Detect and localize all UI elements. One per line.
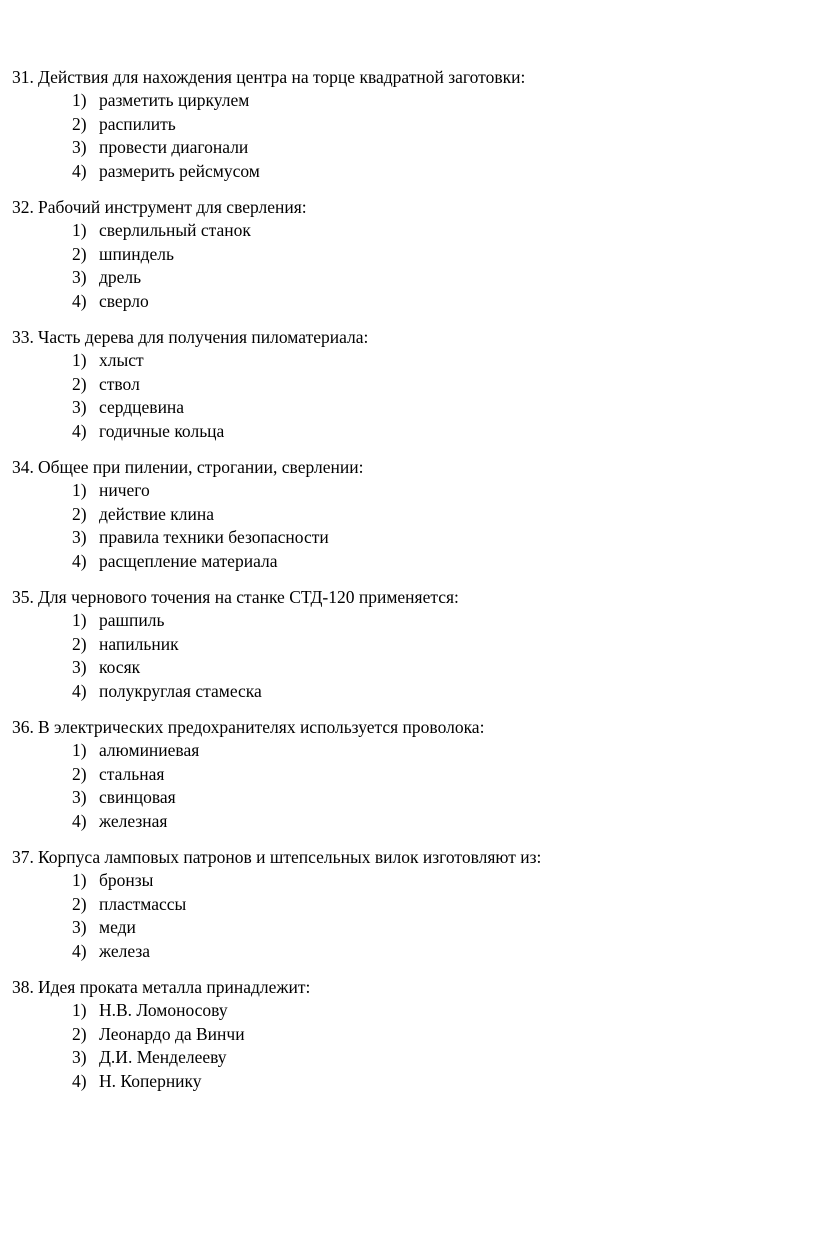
option-marker: 4): [72, 550, 87, 571]
question-text-line: [12, 976, 756, 999]
answer-option[interactable]: [12, 113, 756, 137]
option-marker: 2): [72, 503, 87, 524]
question-text: Идея проката металла принадлежит:: [38, 977, 311, 997]
question-text: В электрических предохранителях используется проволока:: [38, 717, 485, 737]
answer-option[interactable]: [12, 243, 756, 267]
question-text-line: [12, 196, 756, 219]
option-marker: 3): [72, 137, 87, 157]
answer-options: [12, 739, 756, 833]
option-text: меди: [99, 917, 136, 937]
question-text-line: [12, 716, 756, 739]
question-number: 35.: [12, 587, 34, 607]
answer-option[interactable]: [12, 893, 756, 917]
option-text: железа: [99, 940, 151, 961]
option-text: ствол: [99, 373, 140, 394]
answer-option[interactable]: [12, 763, 756, 787]
option-marker: 1): [72, 90, 87, 110]
option-marker: 2): [72, 373, 87, 394]
option-text: бронзы: [99, 870, 154, 890]
option-marker: 2): [72, 763, 87, 784]
option-marker: 4): [72, 1070, 87, 1091]
answer-option[interactable]: [12, 940, 756, 964]
option-marker: 4): [72, 290, 87, 311]
option-marker: 3): [72, 917, 87, 937]
option-marker: 1): [72, 220, 87, 240]
question-text-line: [12, 846, 756, 869]
option-text: Н. Копернику: [99, 1070, 202, 1091]
option-marker: 1): [72, 610, 87, 630]
question-text: Действия для нахождения центра на торце квадратной заготовки:: [38, 67, 526, 87]
answer-option[interactable]: [12, 290, 756, 314]
question-number: 32.: [12, 197, 34, 217]
answer-option[interactable]: [12, 609, 756, 633]
option-text: шпиндель: [99, 243, 174, 264]
answer-option[interactable]: [12, 136, 756, 160]
option-marker: 3): [72, 1047, 87, 1067]
option-text: разметить циркулем: [99, 90, 250, 110]
question-number: 37.: [12, 847, 34, 867]
answer-option[interactable]: [12, 526, 756, 550]
question-block: [12, 326, 756, 443]
question-block: [12, 716, 756, 833]
answer-option[interactable]: [12, 1046, 756, 1070]
option-marker: 1): [72, 480, 87, 500]
question-text-line: [12, 456, 756, 479]
question-text-line: [12, 326, 756, 349]
option-marker: 4): [72, 810, 87, 831]
option-marker: 1): [72, 350, 87, 370]
option-text: сверло: [99, 290, 149, 311]
option-text: действие клина: [99, 503, 214, 524]
answer-option[interactable]: [12, 633, 756, 657]
answer-option[interactable]: [12, 1023, 756, 1047]
answer-option[interactable]: [12, 656, 756, 680]
option-marker: 3): [72, 657, 87, 677]
option-text: пластмассы: [99, 893, 187, 914]
answer-option[interactable]: [12, 916, 756, 940]
answer-option[interactable]: [12, 999, 756, 1023]
question-number: 33.: [12, 327, 34, 347]
option-marker: 1): [72, 740, 87, 760]
answer-option[interactable]: [12, 89, 756, 113]
option-text: правила техники безопасности: [99, 527, 329, 547]
option-text: годичные кольца: [99, 420, 225, 441]
answer-options: [12, 869, 756, 963]
answer-option[interactable]: [12, 160, 756, 184]
option-text: Д.И. Менделееву: [99, 1047, 227, 1067]
answer-option[interactable]: [12, 869, 756, 893]
option-text: косяк: [99, 657, 141, 677]
answer-option[interactable]: [12, 739, 756, 763]
question-block: [12, 196, 756, 313]
question-text: Общее при пилении, строгании, сверлении:: [38, 457, 364, 477]
question-number: 34.: [12, 457, 34, 477]
answer-option[interactable]: [12, 479, 756, 503]
question-list: [12, 66, 756, 1093]
option-marker: 3): [72, 267, 87, 287]
question-text-line: [12, 586, 756, 609]
option-text: железная: [99, 810, 168, 831]
option-text: полукруглая стамеска: [99, 680, 262, 701]
question-number: 38.: [12, 977, 34, 997]
option-text: сердцевина: [99, 397, 185, 417]
option-text: распилить: [99, 113, 176, 134]
option-text: рашпиль: [99, 610, 165, 630]
option-marker: 1): [72, 1000, 87, 1020]
answer-option[interactable]: [12, 219, 756, 243]
option-marker: 2): [72, 113, 87, 134]
option-marker: 1): [72, 870, 87, 890]
option-text: размерить рейсмусом: [99, 160, 260, 181]
option-marker: 4): [72, 420, 87, 441]
option-text: Леонардо да Винчи: [99, 1023, 245, 1044]
option-text: расщепление материала: [99, 550, 278, 571]
question-block: [12, 976, 756, 1093]
option-text: дрель: [99, 267, 142, 287]
answer-option[interactable]: [12, 680, 756, 704]
option-marker: 4): [72, 160, 87, 181]
answer-options: [12, 999, 756, 1093]
question-block: [12, 586, 756, 703]
question-block: [12, 66, 756, 183]
question-text: Для чернового точения на станке СТД-120 применяется:: [38, 587, 459, 607]
option-marker: 4): [72, 940, 87, 961]
question-number: 31.: [12, 67, 34, 87]
answer-option[interactable]: [12, 810, 756, 834]
option-marker: 2): [72, 1023, 87, 1044]
option-marker: 3): [72, 527, 87, 547]
answer-options: [12, 609, 756, 703]
answer-option[interactable]: [12, 420, 756, 444]
answer-options: [12, 219, 756, 313]
answer-option[interactable]: [12, 503, 756, 527]
option-marker: 3): [72, 787, 87, 807]
answer-option[interactable]: [12, 1070, 756, 1094]
option-text: алюминиевая: [99, 740, 200, 760]
option-marker: 4): [72, 680, 87, 701]
answer-option[interactable]: [12, 786, 756, 810]
question-text-line: [12, 66, 756, 89]
answer-option[interactable]: [12, 349, 756, 373]
option-marker: 2): [72, 243, 87, 264]
option-text: провести диагонали: [99, 137, 249, 157]
option-marker: 3): [72, 397, 87, 417]
answer-options: [12, 479, 756, 573]
option-marker: 2): [72, 633, 87, 654]
answer-option[interactable]: [12, 550, 756, 574]
question-text: Рабочий инструмент для сверления:: [38, 197, 307, 217]
option-text: ничего: [99, 480, 150, 500]
answer-option[interactable]: [12, 373, 756, 397]
option-text: стальная: [99, 763, 165, 784]
answer-option[interactable]: [12, 396, 756, 420]
option-text: хлыст: [99, 350, 144, 370]
question-text: Часть дерева для получения пиломатериала:: [38, 327, 369, 347]
option-text: свинцовая: [99, 787, 176, 807]
question-text: Корпуса ламповых патронов и штепсельных вилок изготовляют из:: [38, 847, 542, 867]
answer-options: [12, 89, 756, 183]
question-block: [12, 456, 756, 573]
option-text: напильник: [99, 633, 179, 654]
option-text: Н.В. Ломоносову: [99, 1000, 228, 1020]
answer-options: [12, 349, 756, 443]
option-text: сверлильный станок: [99, 220, 251, 240]
answer-option[interactable]: [12, 266, 756, 290]
question-number: 36.: [12, 717, 34, 737]
question-block: [12, 846, 756, 963]
option-marker: 2): [72, 893, 87, 914]
